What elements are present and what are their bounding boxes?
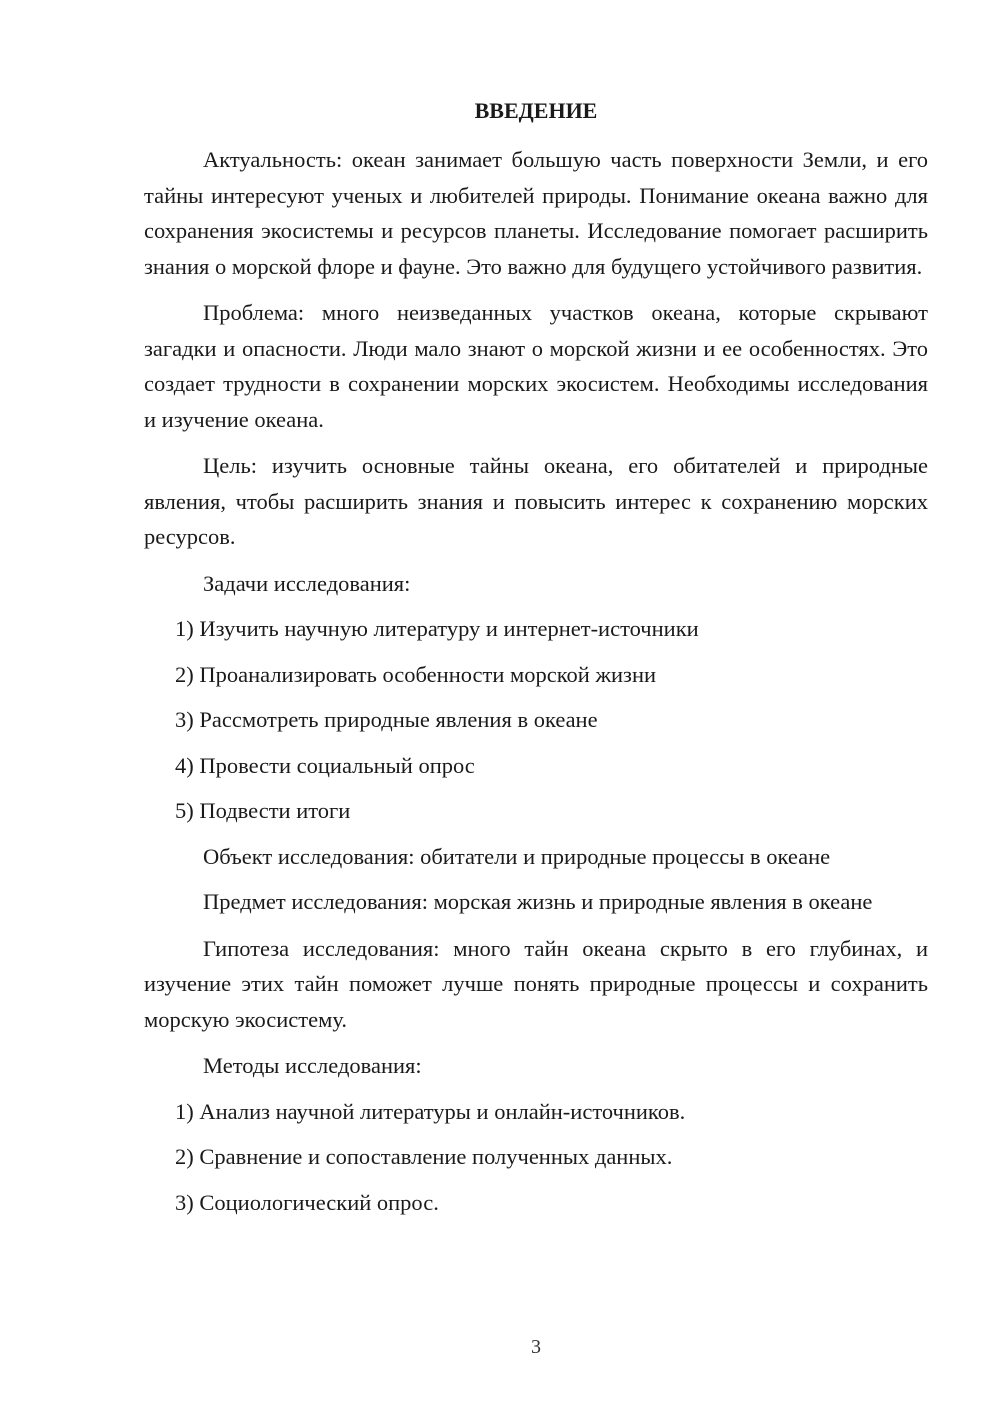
list-item: 3) Социологический опрос. xyxy=(175,1189,439,1215)
relevance-paragraph: Актуальность: океан занимает большую часть поверхности Земли, и его тайны интересуют ученых и любителей природы. Понимание океана важно для сохранения экосистемы и ресурсов планеты. Исследование помогает расширить знания о морской флоре и фауне. Это важно для будущего устойчивого развития. xyxy=(144,147,928,279)
subject-paragraph: Предмет исследования: морская жизнь и природные явления в океане xyxy=(203,889,873,914)
list-item: 2) Проанализировать особенности морской жизни xyxy=(175,661,657,687)
list-item: 1) Анализ научной литературы и онлайн-источников. xyxy=(175,1098,686,1124)
list-item: 5) Подвести итоги xyxy=(175,798,351,823)
list-item: 1) Изучить научную литературу и интернет-источники xyxy=(175,616,699,641)
object-paragraph: Объект исследования: обитатели и природные процессы в океане xyxy=(203,843,831,869)
problem-paragraph: Проблема: много неизведанных участков океана, которые скрывают загадки и опасности. Люди мало знают о морской жизни и ее особенностях. Это создает трудности в сохранении морских экосистем. Необходимы исследования и изучение океана. xyxy=(144,300,928,432)
hypothesis-paragraph: Гипотеза исследования: много тайн океана скрыто в его глубинах, и изучение этих тайн поможет лучше понять природные процессы и сохранить морскую экосистему. xyxy=(144,935,928,1032)
page-title: ВВЕДЕНИЕ xyxy=(474,98,598,123)
tasks-heading: Задачи исследования: xyxy=(203,570,411,596)
methods-list xyxy=(144,1094,928,1221)
page-number: 3 xyxy=(531,1336,541,1358)
methods-heading: Методы исследования: xyxy=(203,1053,422,1078)
list-item: 4) Провести социальный опрос xyxy=(175,752,475,778)
goal-paragraph: Цель: изучить основные тайны океана, его обитателей и природные явления, чтобы расширить знания и повысить интерес к сохранению морских ресурсов. xyxy=(144,453,928,549)
list-item: 2) Сравнение и сопоставление полученных данных. xyxy=(175,1144,673,1169)
document-body xyxy=(144,142,928,1230)
list-item: 3) Рассмотреть природные явления в океане xyxy=(175,707,598,732)
tasks-list xyxy=(144,611,928,829)
